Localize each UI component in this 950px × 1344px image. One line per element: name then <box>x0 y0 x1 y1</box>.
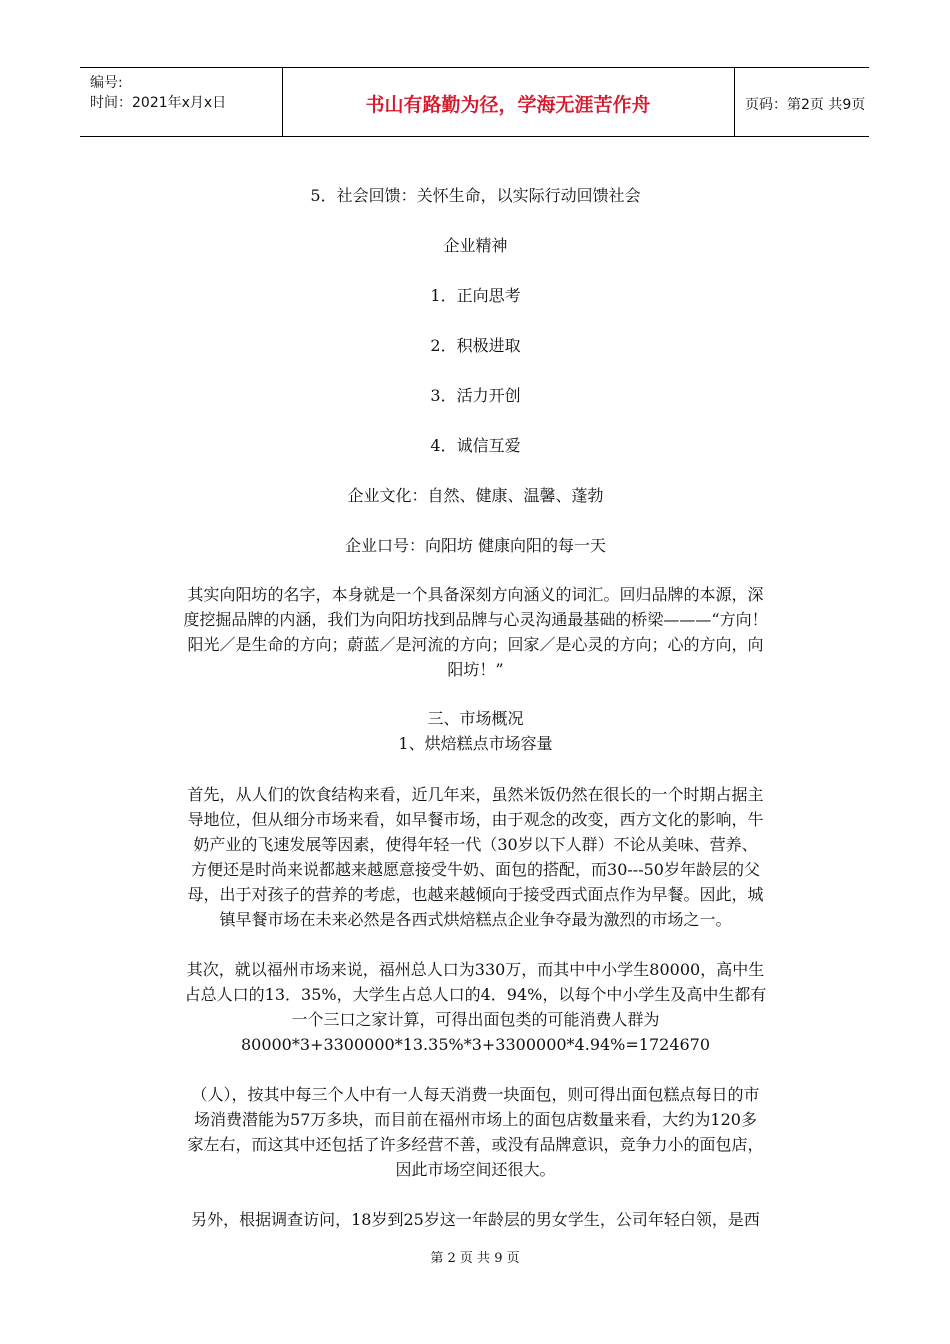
text-line: 导地位，但从细分市场来看，如早餐市场，由于观念的改变，西方文化的影响，牛 <box>187 810 764 829</box>
text-line: 5．社会回馈：关怀生命，以实际行动回馈社会 <box>310 186 641 205</box>
text-line: 企业口号：向阳坊 健康向阳的每一天 <box>344 536 607 555</box>
header-motto-cell <box>282 68 735 136</box>
text-line: 4．诚信互爱 <box>430 436 521 455</box>
section-heading: 三、市场概况 <box>427 709 524 728</box>
text-line: 母，出于对孩子的营养的考虑，也越来越倾向于接受西式面点作为早餐。因此，城 <box>187 885 764 904</box>
text-line: 因此市场空间还很大。 <box>395 1160 556 1179</box>
text-line: 一个三口之家计算，可得出面包类的可能消费人群为 <box>291 1010 660 1029</box>
text-line: 其实向阳坊的名字，本身就是一个具备深刻方向涵义的词汇。回归品牌的本源，深 <box>187 585 764 604</box>
text-line: 其次，就以福州市场来说，福州总人口为330万，而其中中小学生80000，高中生 <box>186 960 765 979</box>
formula-line: 80000*3+3300000*13.35%*3+3300000*4.94%=1724670 <box>240 1035 711 1054</box>
text-line: 1．正向思考 <box>430 286 521 305</box>
subsection-heading: 1、烘焙糕点市场容量 <box>398 734 553 753</box>
text-line: 2．积极进取 <box>430 336 521 355</box>
text-line: 3．活力开创 <box>430 386 521 405</box>
text-line: 方便还是时尚来说都越来越愿意接受牛奶、面包的搭配，而30---50岁年龄层的父 <box>191 860 760 879</box>
document-number-label: 编号: <box>90 75 123 91</box>
text-line: 度挖掘品牌的内涵，我们为向阳坊找到品牌与心灵沟通最基础的桥梁———“方向！ <box>183 610 768 629</box>
text-line: 阳坊！” <box>447 660 504 679</box>
text-line: 阳光／是生命的方向；蔚蓝／是河流的方向；回家／是心灵的方向；心的方向，向 <box>187 635 764 654</box>
text-line: 首先，从人们的饮食结构来看，近几年来，虽然米饭仍然在很长的一个时期占据主 <box>187 785 764 804</box>
text-line: 企业精神 <box>443 236 508 255</box>
header-page-cell <box>735 68 869 136</box>
text-line: 企业文化：自然、健康、温馨、蓬勃 <box>347 486 604 505</box>
page-footer: 第 2 页 共 9 页 <box>430 1251 520 1266</box>
text-line: 场消费潜能为57万多块，而目前在福州市场上的面包店数量来看，大约为120多 <box>194 1110 757 1129</box>
text-line: 奶产业的飞速发展等因素，使得年轻一代（30岁以下人群）不论从美味、营养、 <box>193 835 758 854</box>
text-line: 占总人口的13．35%，大学生占总人口的4．94%，以每个中小学生及高中生都有 <box>184 985 767 1004</box>
header-left-cell <box>80 68 283 136</box>
text-line: （人），按其中每三个人中有一人每天消费一块面包，则可得出面包糕点每日的市 <box>191 1085 760 1104</box>
text-line: 另外，根据调查访问，18岁到25岁这一年龄层的男女学生，公司年轻白领，是西 <box>191 1210 760 1229</box>
text-line: 家左右，而这其中还包括了许多经营不善，或没有品牌意识，竞争力小的面包店， <box>187 1135 764 1154</box>
text-line: 镇早餐市场在未来必然是各西式烘焙糕点企业争夺最为激烈的市场之一。 <box>219 910 732 929</box>
header-table <box>80 67 869 137</box>
header-motto: 书山有路勤为径，学海无涯苦作舟 <box>365 94 651 116</box>
document-time-label: 时间：2021年x月x日 <box>90 95 227 111</box>
header-page-info: 页码：第2页 共9页 <box>745 97 866 113</box>
